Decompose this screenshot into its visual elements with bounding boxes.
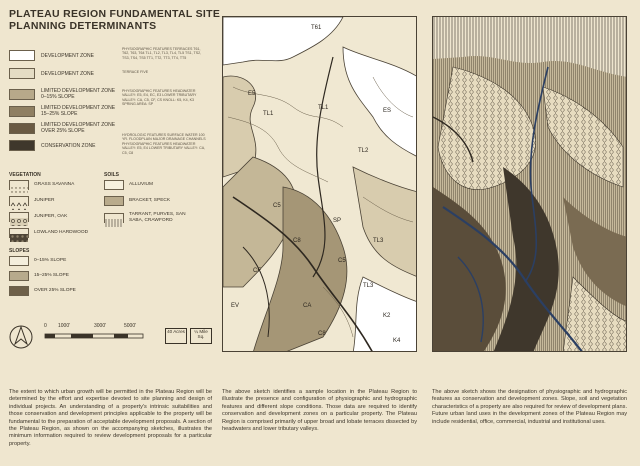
map-label: C5: [273, 203, 281, 209]
vegetation-heading: VEGETATION: [9, 172, 41, 178]
zone-label: DEVELOPMENT ZONE: [41, 70, 94, 77]
slope-label: 0–15% SLOPE: [34, 258, 67, 264]
zone-swatch: [9, 50, 35, 61]
map-label: K2: [383, 313, 391, 319]
slope-swatch-high: [9, 286, 29, 296]
lowland-hardwood-swatch: [9, 228, 29, 238]
vegetation-label: LOWLAND HARDWOOD: [34, 230, 89, 236]
alluvium-swatch: [104, 180, 124, 190]
map-label: C8: [293, 238, 301, 244]
soils-heading: SOILS: [104, 172, 120, 178]
physio-note-2: PHYSIOGRAPHIC FEATURES HEADWATER VALLEY: E5, E4, EC, E3 LOWER TRIBUTARY VALLEY: CA, C5, CF, CS KNOLL: K5, K4, K3 SPRING AREA: SP: [122, 89, 197, 107]
map-label: ES: [383, 108, 392, 114]
map-label: E5: [248, 91, 256, 97]
zone-label: DEVELOPMENT ZONE: [41, 52, 94, 59]
slope-item: [9, 286, 76, 296]
zone-swatch: [9, 123, 35, 134]
slopes-heading: SLOPES: [9, 248, 30, 254]
legend-zone-5: [9, 122, 121, 134]
scale-label: 5000': [124, 323, 137, 329]
map-label: EV: [231, 303, 240, 309]
legend-zone-4: [9, 105, 121, 117]
contour-map-sketch: [222, 16, 417, 352]
slope-item: [9, 271, 69, 281]
vegetation-item: [9, 212, 67, 222]
juniper-oak-swatch: [9, 212, 29, 222]
map-label: T61: [311, 25, 322, 31]
slope-label: OVER 25% SLOPE: [34, 288, 76, 294]
scale-bar-graphic: [44, 331, 144, 341]
scale-label: 0: [44, 323, 47, 329]
zone-label: LIMITED DEVELOPMENT ZONE 15–25% SLOPE: [41, 105, 116, 117]
zone-swatch: [9, 89, 35, 100]
mile-note-text: ¼ Mile Sq.: [194, 329, 208, 339]
area-note: [165, 328, 187, 344]
vegetation-item: [9, 228, 88, 238]
legend-zone-6: [9, 140, 121, 151]
zoning-map-drawing: [433, 17, 627, 352]
vegetation-item: [9, 196, 55, 206]
vegetation-label: JUNIPER, OAK: [34, 214, 68, 220]
vegetation-label: GRASS SAVANNA: [34, 182, 75, 188]
legend-zone-3: [9, 88, 121, 100]
page-title: [9, 8, 220, 32]
juniper-swatch: [9, 196, 29, 206]
map-label: C5: [338, 258, 346, 264]
caption-1: The extent to which urban growth will be permitted in the Plateau Region will be determined by the effort and expertise devoted to site planning and design of individual projects. An understanding of a property's intrinsic suitabilities and those conservation and development principles applicable to the property will be fundamental to the preparation of acceptable development proposals. A section of the Plateau Region, as shown on the accompanying sketches, illustrates the minimum information required to review development proposals for a particular property.: [9, 389, 212, 447]
legend-zone-1: [9, 50, 121, 61]
soil-label: ALLUVIUM: [129, 182, 153, 188]
map-label: TL2: [358, 148, 369, 154]
map-label: C8: [318, 331, 326, 337]
legend-zone-2: [9, 68, 121, 79]
soil-label: TARRANT, PURVES, SAN SABA, CRAWFORD: [129, 212, 186, 223]
map-label: TL3: [373, 238, 384, 244]
hydro-note: HYDROLOGIC FEATURES SURFACE WATER 100 YR. FLOODPLAIN MAJOR DRAINAGE CHANNELS PHYSIOGRAPHIC FEATURES HEADWATER VALLEY: E5, E4 LOWER TRIBUTARY VALLEY: CA, C5, C8: [122, 133, 206, 155]
vegetation-item: [9, 180, 74, 190]
scale-label: 3000': [94, 323, 107, 329]
terrace-note: TERRACE FIVE: [122, 70, 149, 74]
slope-label: 15–25% SLOPE: [34, 273, 69, 279]
zone-label: LIMITED DEVELOPMENT ZONE 0–15% SLOPE: [41, 88, 116, 100]
area-note-text: 40 Acres: [167, 329, 185, 334]
zone-swatch: [9, 106, 35, 117]
tarrant-swatch: [104, 213, 124, 223]
title-line-2: PLANNING DETERMINANTS: [9, 20, 157, 32]
caption-3: The above sketch shows the designation of physiographic and hydrographic features as conservation and development zones. Slope, soil and vegetation characteristics of a property are also required for review of development plans. Future urban land uses in the development zones of the Plateau Region may include residential, office, commercial, industrial and institutional uses.: [432, 389, 627, 425]
map-label: CF: [253, 268, 261, 274]
contour-map-drawing: [223, 17, 417, 352]
slope-swatch-mid: [9, 271, 29, 281]
vegetation-label: JUNIPER: [34, 198, 55, 204]
physio-note-1: PHYSIOGRAPHIC FEATURES TERRACES T61, T62, T63, T64 TL1, TL2, TL3, TL4, TL5 TS1, TS2, TS3, TS4, TS5 TT1, TT2, TT3, TT4, TT5: [122, 47, 202, 60]
title-line-1: PLATEAU REGION FUNDAMENTAL SITE: [9, 8, 221, 20]
map-label: K4: [393, 338, 401, 344]
map-label: TL1: [263, 111, 274, 117]
slope-swatch-low: [9, 256, 29, 266]
zone-swatch: [9, 140, 35, 151]
caption-2: The above sketch identifies a sample location in the Plateau Region to illustrate the presence and configuration of physiographic and hydrographic features and different slope conditions. Those data are required to identify conservation and development zones on a particular property. The Plateau Region is comprised primarily of upper broad and lobate terraces dissected by headwaters and lower tributary valleys.: [222, 389, 417, 433]
zoning-map-sketch: [432, 16, 627, 352]
slope-item: [9, 256, 66, 266]
north-arrow-icon: [8, 322, 34, 352]
soil-item: [104, 196, 170, 206]
bracket-speck-swatch: [104, 196, 124, 206]
soil-item: [104, 180, 153, 190]
soil-item: [104, 212, 199, 223]
map-label: TL3: [363, 283, 374, 289]
zone-swatch: [9, 68, 35, 79]
map-label: TL1: [318, 105, 329, 111]
scale-bar: [44, 323, 162, 345]
grass-savanna-swatch: [9, 180, 29, 190]
scale-label: 1000': [58, 323, 71, 329]
zone-label: LIMITED DEVELOPMENT ZONE OVER 25% SLOPE: [41, 122, 116, 134]
zone-label: CONSERVATION ZONE: [41, 142, 96, 149]
soil-label: BRACKET, SPECK: [129, 198, 171, 204]
mile-note: [190, 328, 212, 344]
map-label: SP: [333, 218, 342, 224]
map-label: CA: [303, 303, 312, 309]
